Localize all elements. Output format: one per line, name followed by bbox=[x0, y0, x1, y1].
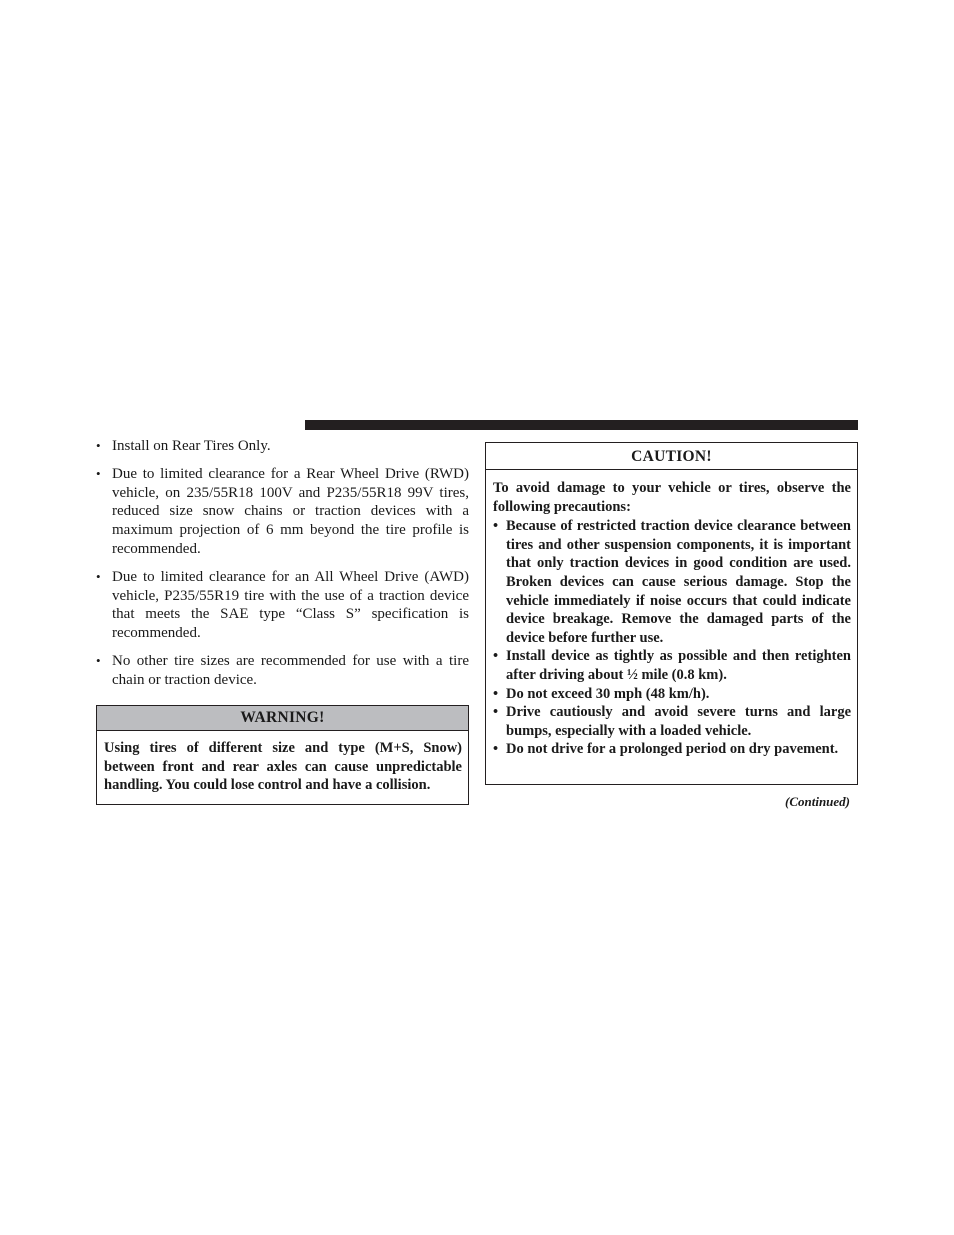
list-item bbox=[493, 703, 851, 740]
continued-label: (Continued) bbox=[784, 794, 850, 809]
list-item bbox=[493, 647, 851, 684]
warning-text: Using tires of different size and type (M+S, Snow) between front and rear axles can cause unpredictable handling. You could lose control and have a collision. bbox=[104, 740, 462, 794]
bullet-icon: • bbox=[493, 704, 499, 721]
warning-box bbox=[96, 705, 469, 805]
tire-chain-bullet-list bbox=[96, 437, 469, 690]
bullet-icon: • bbox=[493, 741, 499, 758]
list-item bbox=[96, 465, 469, 559]
caution-list bbox=[493, 517, 851, 759]
caution-intro: To avoid damage to your vehicle or tires, observe the following precautions: bbox=[493, 480, 851, 515]
list-item-text: Due to limited clearance for an All Wheel Drive (AWD) vehicle, P235/55R19 tire with the use of a traction device that meets the SAE type “Class S” specification is recommended. bbox=[112, 568, 469, 642]
list-item-text: No other tire sizes are recommended for use with a tire chain or traction device. bbox=[112, 652, 469, 688]
list-item-text: Due to limited clearance for a Rear Wheel Drive (RWD) vehicle, on 235/55R18 100V and P235/55R18 99V tires, reduced size snow chains or traction devices with a maximum projection of 6 mm beyond the tire profile is recommended. bbox=[112, 465, 469, 557]
bullet-icon: • bbox=[493, 518, 499, 535]
bullet-icon: • bbox=[493, 648, 499, 665]
caution-title: CAUTION! bbox=[486, 443, 857, 470]
bullet-icon: • bbox=[96, 568, 101, 584]
caution-box bbox=[485, 442, 858, 785]
list-item bbox=[493, 685, 851, 704]
list-item bbox=[96, 652, 469, 690]
list-item-text: Install on Rear Tires Only. bbox=[112, 438, 271, 454]
bullet-icon: • bbox=[96, 438, 101, 453]
section-header-bar bbox=[305, 420, 858, 430]
list-item bbox=[96, 437, 469, 456]
list-item bbox=[493, 517, 851, 647]
left-column bbox=[96, 437, 469, 699]
list-item bbox=[96, 568, 469, 643]
list-item-text: Drive cautiously and avoid severe turns and large bumps, especially with a loaded vehicle. bbox=[506, 704, 851, 739]
list-item-text: Install device as tightly as possible and then retighten after driving about ½ mile (0.8 km). bbox=[506, 648, 851, 683]
list-item bbox=[493, 740, 851, 759]
bullet-icon: • bbox=[493, 685, 499, 702]
bullet-icon: • bbox=[96, 652, 101, 668]
warning-title: WARNING! bbox=[97, 706, 468, 731]
list-item-text: Do not drive for a prolonged period on dry pavement. bbox=[506, 741, 839, 758]
list-item-text: Because of restricted traction device clearance between tires and other suspension components, it is important that only traction devices in good condition are used. Broken devices can cause serious damage. Stop the vehicle immediately if noise occurs that could indicate device breakage. Remove the damaged parts of the device before further use. bbox=[506, 518, 851, 646]
list-item-text: Do not exceed 30 mph (48 km/h). bbox=[506, 685, 710, 702]
bullet-icon: • bbox=[96, 465, 101, 481]
caution-content bbox=[486, 470, 857, 759]
